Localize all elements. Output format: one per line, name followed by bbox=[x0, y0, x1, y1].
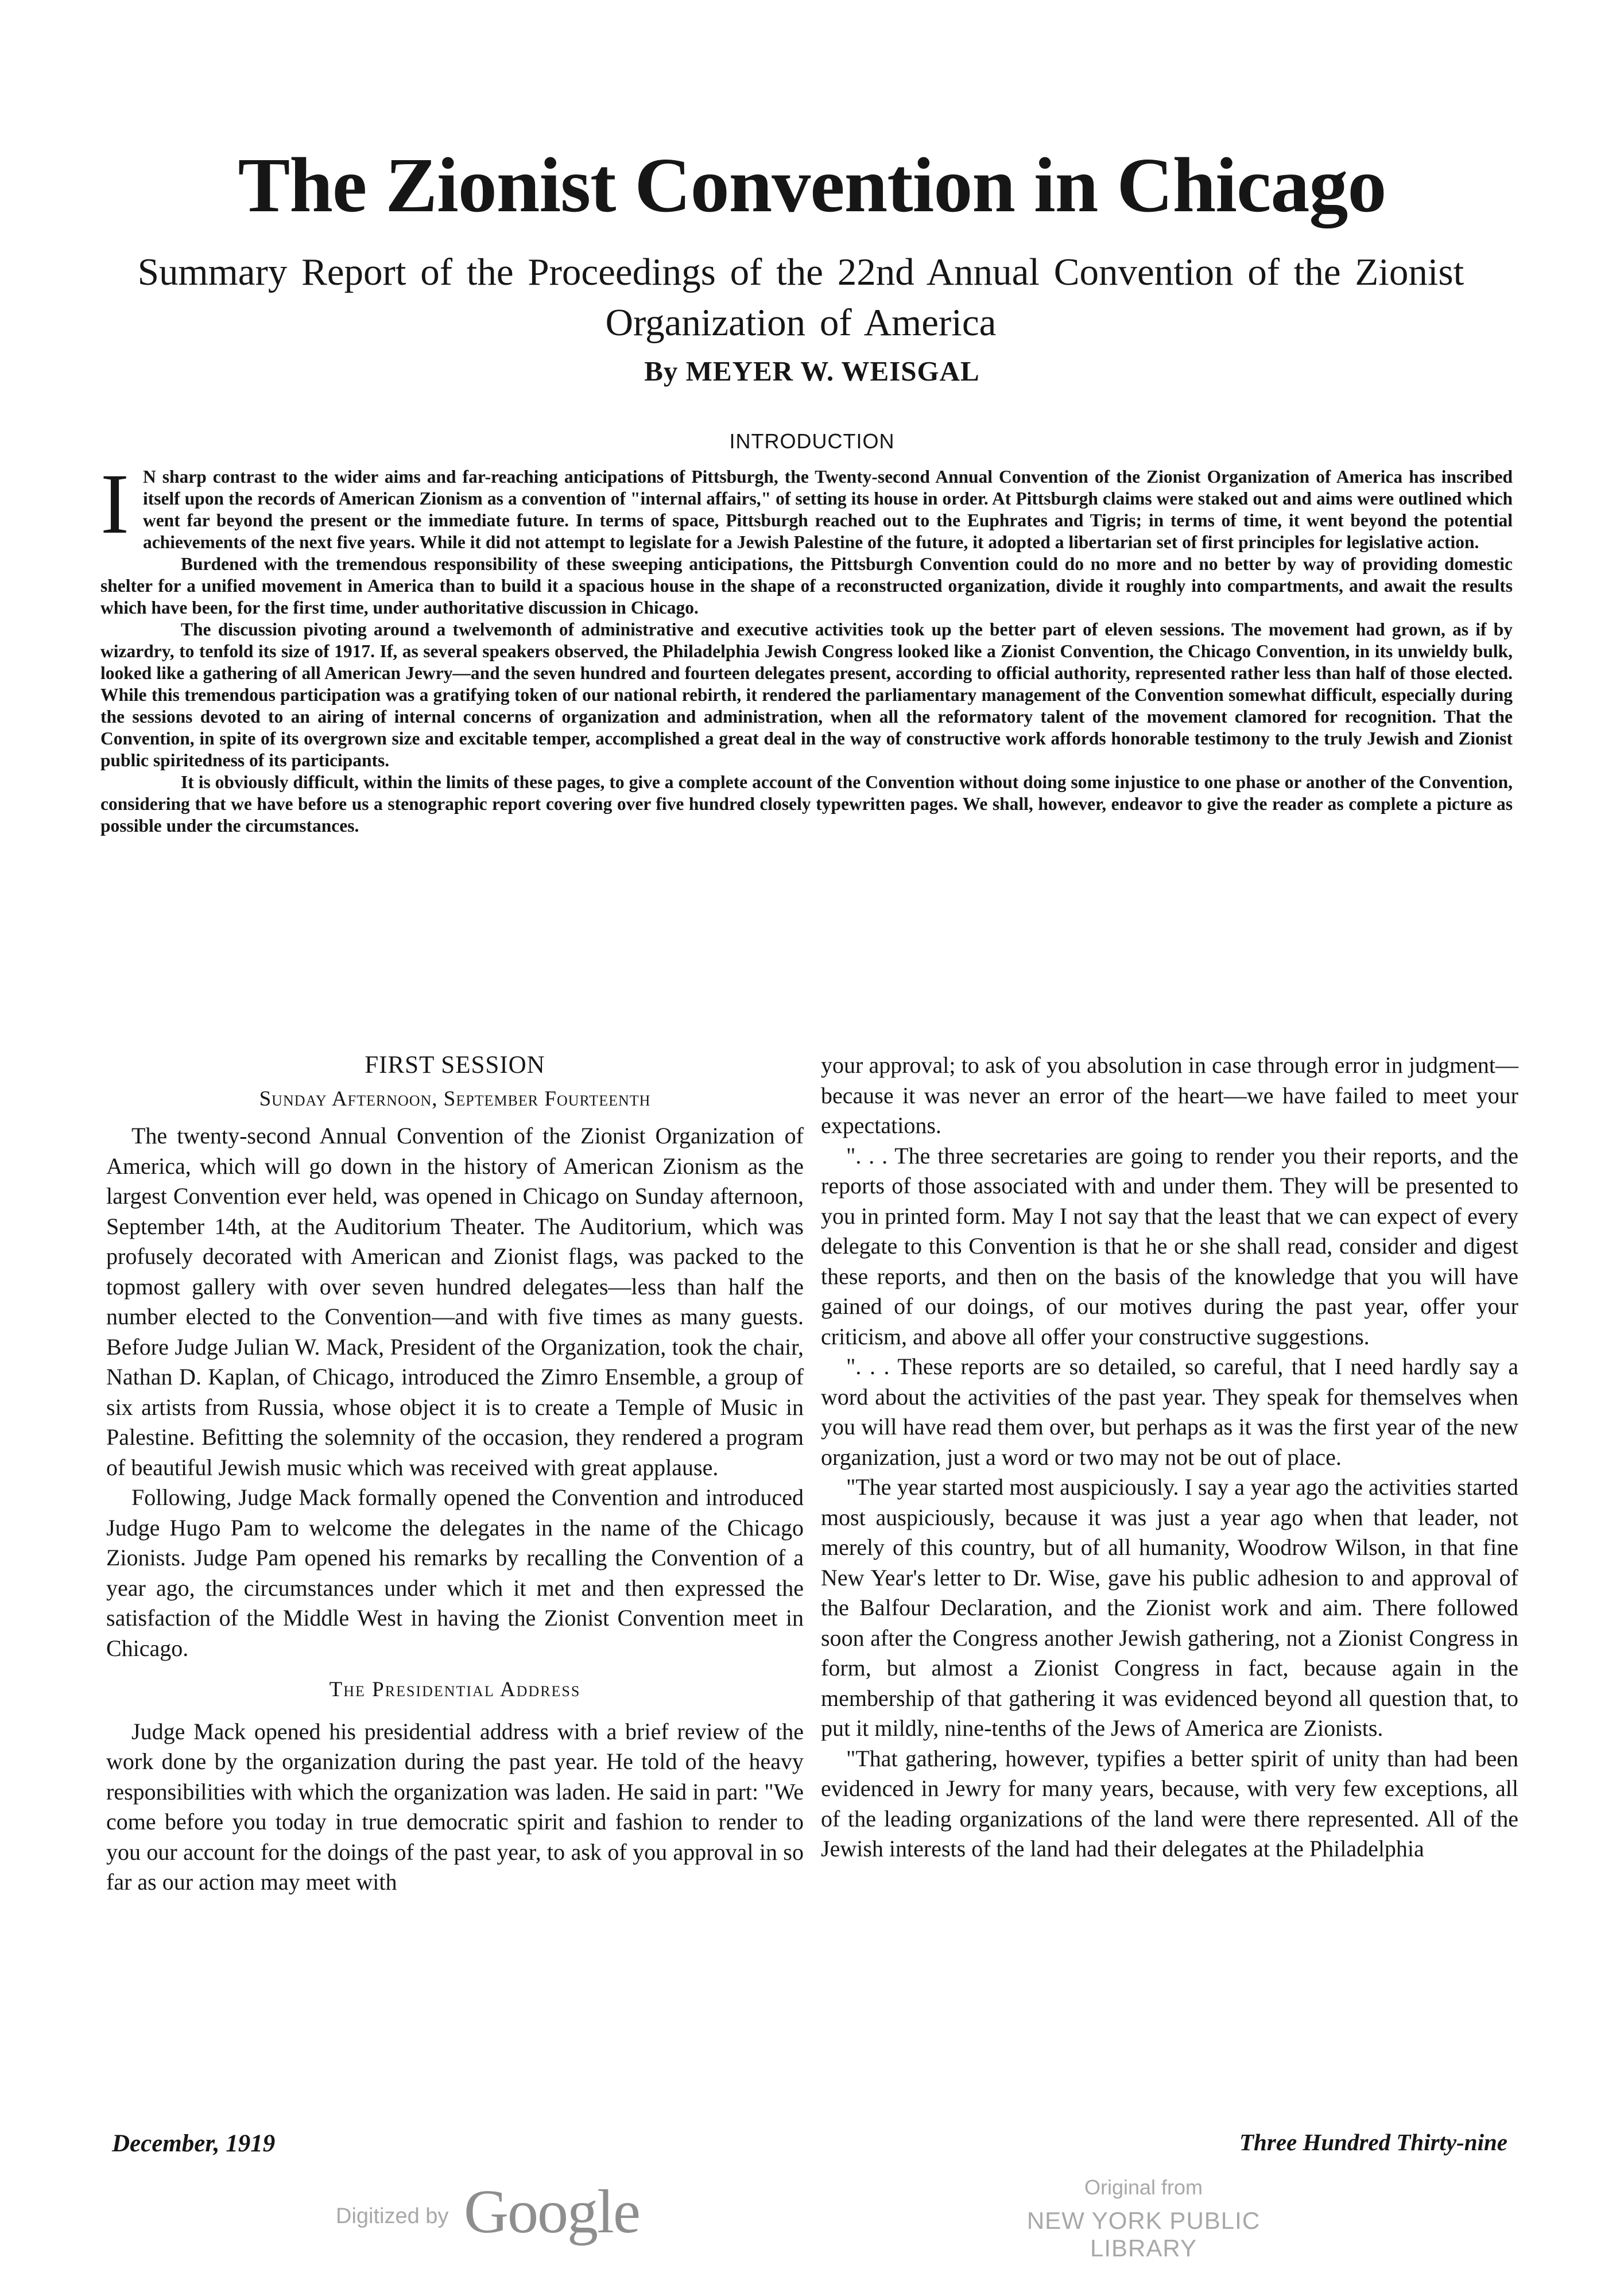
body-paragraph: Judge Mack opened his presidential address with a brief review of the work done by the organization during the past year. He told of the heavy responsibilities with which the organization was laden. He said in part: "We come before you today in true democratic spirit and fashion to render to you our account for the doings of the past year, to ask of you approval in so far as our action may meet with bbox=[106, 1718, 804, 1895]
section-heading: The Presidential Address bbox=[329, 1678, 581, 1701]
introduction-paragraph: It is obviously difficult, within the limits of these pages, to give a complete account of the Convention without doing some injustice to one phase or another of the Convention, considering that we have before us a stenographic report covering over five hundred closely typewritten pages. We shall, however, endeavor to give the reader as complete a picture as possible under the circumstances. bbox=[100, 772, 1513, 836]
original-from-label: Original from bbox=[1084, 2175, 1203, 2199]
body-paragraph: your approval; to ask of you absolution in case through error in judgment—because it was never an error of the heart—we have failed to meet your expectations. bbox=[821, 1052, 1518, 1138]
body-paragraph: Following, Judge Mack formally opened the Convention and introduced Judge Hugo Pam to welcome the delegates in the name of the Chicago Zionists. Judge Pam opened his remarks by recalling the Convention of a year ago, the circumstances under which it met and then expressed the satisfaction of the Middle West in having the Zionist Convention meet in Chicago. bbox=[106, 1484, 804, 1661]
library-name: NEW YORK PUBLIC LIBRARY bbox=[1026, 2207, 1261, 2262]
byline: By MEYER W. WEISGAL bbox=[644, 355, 980, 387]
session-subheading: Sunday Afternoon, September Fourteenth bbox=[259, 1087, 651, 1111]
left-column bbox=[106, 1050, 804, 1898]
session-heading: FIRST SESSION bbox=[365, 1052, 545, 1079]
google-logo: Google bbox=[464, 2178, 639, 2246]
article-subtitle: Summary Report of the Proceedings of the 22nd Annual Convention of the Zionist Organization of America bbox=[137, 251, 1464, 344]
digitized-by-label: Digitized by bbox=[336, 2204, 449, 2228]
body-paragraph: The twenty-second Annual Convention of the Zionist Organization of America, which will go down in the history of American Zionism as the largest Convention ever held, was opened in Chicago on Sunday afternoon, September 14th, at the Auditorium Theater. The Auditorium, which was profusely decorated with American and Zionist flags, was packed to the topmost gallery with over seven hundred delegates—less than half the number elected to the Convention—and with five times as many guests. Before Judge Julian W. Mack, President of the Organization, took the chair, Nathan D. Kaplan, of Chicago, introduced the Zimro Ensemble, a group of six artists from Russia, whose object it is to create a Temple of Music in Palestine. Befitting the solemnity of the occasion, they rendered a program of beautiful Jewish music which was received with great applause. bbox=[106, 1123, 804, 1480]
page-number: Three Hundred Thirty-nine bbox=[1239, 2129, 1507, 2155]
introduction-paragraph: I N sharp contrast to the wider aims and far-reaching anticipations of Pittsburgh, the Twenty-second Annual Convention of the Zionist Organization of America has inscribed itself upon the records of American Zionism as a convention of "internal affairs," of setting its house in order. At Pittsburgh claims were staked out and aims were outlined which went far beyond the present or the immediate future. In terms of space, Pittsburgh reached out to the Euphrates and Tigris; in terms of time, it went beyond the potential achievements of the next five years. While it did not attempt to legislate for a Jewish Palestine of the future, it adopted a libertarian set of first principles for legislative action. bbox=[100, 456, 1513, 552]
right-column bbox=[821, 1050, 1518, 1864]
introduction-heading: INTRODUCTION bbox=[729, 429, 895, 453]
issue-date: December, 1919 bbox=[112, 2130, 276, 2157]
body-paragraph: ". . . These reports are so detailed, so careful, that I need hardly say a word about the activities of the past year. They speak for themselves when you will have read them over, but perhaps as it was the first year of the new organization, just a word or two may not be out of place. bbox=[821, 1353, 1518, 1470]
article-title: The Zionist Convention in Chicago bbox=[238, 142, 1386, 228]
introduction-paragraph: The discussion pivoting around a twelvemonth of administrative and executive activities took up the better part of eleven sessions. The movement had grown, as if by wizardry, to tenfold its size of 1917. If, as several speakers observed, the Philadelphia Jewish Congress looked like a Zionist Convention, the Chicago Convention, in its unwieldy bulk, looked like a gathering of all American Jewry—and the seven hundred and fourteen delegates present, according to official authority, represented rather less than half of those elected. While this tremendous participation was a gratifying token of our national rebirth, it rendered the parliamentary management of the Convention somewhat difficult, especially during the sessions devoted to an airing of internal concerns of organization and administration, when all the reformatory talent of the movement clamored for recognition. That the Convention, in spite of its overgrown size and excitable temper, accomplished a great deal in the way of constructive work affords honorable testimony to the truly Jewish and Zionist public spiritedness of its participants. bbox=[100, 619, 1513, 770]
drop-cap: I bbox=[100, 456, 129, 552]
body-paragraph: ". . . The three secretaries are going to render you their reports, and the reports of those associated with and under them. They will be presented to you in printed form. May I not say that the least that we can expect of every delegate to this Convention is that he or she shall read, consider and digest these reports, and then on the basis of the knowledge that you will have gained of our doings, of our motives during the past year, offer your criticism, and above all offer your constructive suggestions. bbox=[821, 1142, 1518, 1349]
introduction-body bbox=[100, 456, 1513, 837]
body-paragraph: "That gathering, however, typifies a better spirit of unity than had been evidenced in Jewry for many years, because, with very few exceptions, all of the leading organizations of the land were there represented. All of the Jewish interests of the land had their delegates at the Philadelphia bbox=[821, 1745, 1518, 1861]
body-paragraph: "The year started most auspiciously. I say a year ago the activities started most auspiciously, because it was just a year ago when that leader, not merely of this country, but of all humanity, Woodrow Wilson, in that fine New Year's letter to Dr. Wise, gave his public adhesion to and approval of the Balfour Declaration, and the Zionist work and aim. There followed soon after the Congress another Jewish gathering, not a Zionist Congress in form, but almost a Zionist Congress in fact, because again in the membership of that gathering it was evidenced beyond all question that, to put it mildly, nine-tenths of the Jews of America are Zionists. bbox=[821, 1474, 1518, 1741]
introduction-paragraph: Burdened with the tremendous responsibility of these sweeping anticipations, the Pittsburgh Convention could do no more and no better by way of providing domestic shelter for a unified movement in America than to build it a spacious house in the shape of a reconstructed organization, divide it roughly into compartments, and await the results which have been, for the first time, under authoritative discussion in Chicago. bbox=[100, 554, 1513, 618]
